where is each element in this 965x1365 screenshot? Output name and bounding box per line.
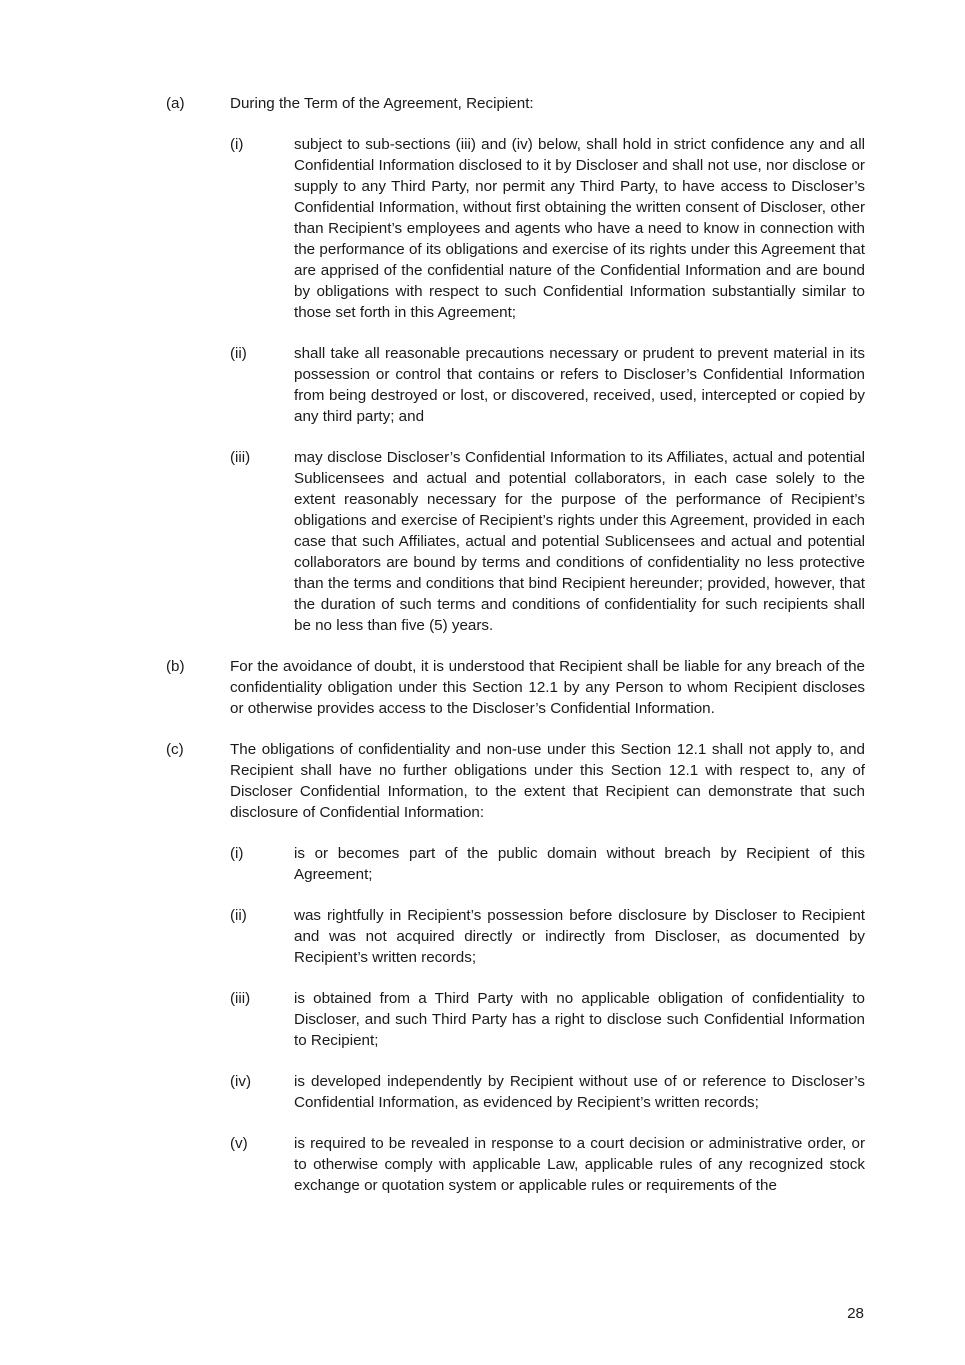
subclause-marker: (ii) bbox=[230, 907, 247, 924]
subclause-marker: (iv) bbox=[230, 1073, 252, 1090]
subclause-a-iii bbox=[230, 447, 865, 636]
subclause-a-ii bbox=[230, 343, 865, 427]
subclause-text: subject to sub-sections (iii) and (iv) below, shall hold in strict confidence any and all Confidential Information disclosed to it by Discloser and shall not use, nor disclose or supply to any Third Party, nor permit any Third Party, to have access to Discloser’s Confidential Information, without first obtaining the written consent of Discloser, other than Recipient’s employees and agents who have a need to know in connection with the performance of its obligations and exercise of its rights under this Agreement that are apprised of the confidential nature of the Confidential Information and are bound by obligations with respect to such Confidential Information substantially similar to those set forth in this Agreement; bbox=[294, 136, 865, 321]
subclause-text: is obtained from a Third Party with no applicable obligation of confidentiality to Discloser, and such Third Party has a right to disclose such Confidential Information to Recipient; bbox=[294, 990, 865, 1049]
subclause-marker: (v) bbox=[230, 1135, 248, 1152]
clause-list bbox=[0, 93, 965, 1196]
clause-a bbox=[166, 93, 865, 114]
clause-text: For the avoidance of doubt, it is understood that Recipient shall be liable for any breach of the confidentiality obligation under this Section 12.1 by any Person to whom Recipient discloses or otherwise provides access to the Discloser’s Confidential Information. bbox=[230, 658, 865, 717]
subclause-text: is or becomes part of the public domain without breach by Recipient of this Agreement; bbox=[294, 845, 865, 883]
subclause-a-i bbox=[230, 134, 865, 323]
subclause-marker: (iii) bbox=[230, 449, 251, 466]
subclause-c-i bbox=[230, 843, 865, 885]
clause-c bbox=[166, 739, 865, 823]
subclause-text: shall take all reasonable precautions necessary or prudent to prevent material in its possession or control that contains or refers to Discloser’s Confidential Information from being destroyed or lost, or discovered, received, used, intercepted or copied by any third party; and bbox=[294, 345, 865, 425]
subclause-text: is developed independently by Recipient without use of or reference to Discloser’s Confidential Information, as evidenced by Recipient’s written records; bbox=[294, 1073, 865, 1111]
page-number: 28 bbox=[847, 1305, 864, 1322]
subclause-c-v bbox=[230, 1133, 865, 1196]
clause-marker: (b) bbox=[166, 658, 185, 675]
subclause-marker: (i) bbox=[230, 845, 244, 862]
clause-marker: (c) bbox=[166, 741, 184, 758]
clause-marker: (a) bbox=[166, 95, 185, 112]
clause-b bbox=[166, 656, 865, 719]
subclause-text: is required to be revealed in response to a court decision or administrative order, or to otherwise comply with applicable Law, applicable rules of any recognized stock exchange or quotation system or applicable rules or requirements of the bbox=[294, 1135, 865, 1194]
subclause-c-iv bbox=[230, 1071, 865, 1113]
subclause-marker: (i) bbox=[230, 136, 244, 153]
subclause-c-iii bbox=[230, 988, 865, 1051]
subclause-text: was rightfully in Recipient’s possession before disclosure by Discloser to Recipient and was not acquired directly or indirectly from Discloser, as documented by Recipient’s written records; bbox=[294, 907, 865, 966]
subclause-c-ii bbox=[230, 905, 865, 968]
subclause-marker: (ii) bbox=[230, 345, 247, 362]
subclause-text: may disclose Discloser’s Confidential Information to its Affiliates, actual and potential Sublicensees and actual and potential collaborators, in each case solely to the extent reasonably necessary for the purpose of the performance of Recipient’s obligations and exercise of Recipient’s rights under this Agreement, provided in each case that such Affiliates, actual and potential Sublicensees and actual and potential collaborators are bound by terms and conditions of confidentiality no less protective than the terms and conditions that bind Recipient hereunder; provided, however, that the duration of such terms and conditions of confidentiality for such recipients shall be no less than five (5) years. bbox=[294, 449, 865, 634]
clause-text: The obligations of confidentiality and non-use under this Section 12.1 shall not apply to, and Recipient shall have no further obligations under this Section 12.1 with respect to, any of Discloser Confidential Information, to the extent that Recipient can demonstrate that such disclosure of Confidential Information: bbox=[230, 741, 865, 821]
clause-text: During the Term of the Agreement, Recipient: bbox=[230, 95, 534, 112]
subclause-marker: (iii) bbox=[230, 990, 251, 1007]
